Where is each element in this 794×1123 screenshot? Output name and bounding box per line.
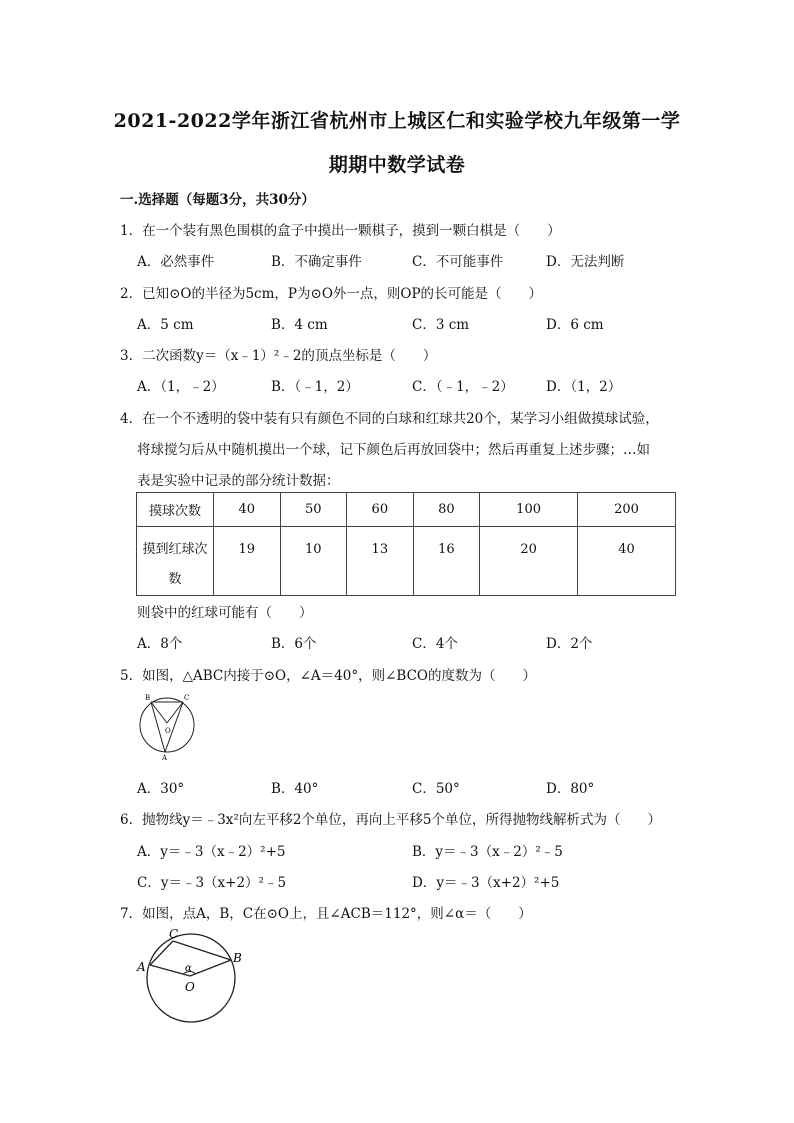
q2-option-b: B．4 cm — [271, 317, 328, 333]
label-b: B — [233, 951, 242, 965]
circle-o — [140, 698, 194, 752]
label-b: B — [145, 694, 151, 702]
q1-stem: 1．在一个装有黑色围棋的盒子中摸出一颗棋子，摸到一颗白棋是（ ） — [120, 223, 561, 239]
q1-option-a: A．必然事件 — [137, 254, 215, 270]
q5-option-d: D．80° — [546, 781, 595, 797]
q4-option-c: C．4个 — [412, 636, 458, 652]
q3-option-c: C．（﹣1，﹣2） — [412, 379, 514, 395]
q6-option-c: C．y＝﹣3（x+2）²﹣5 — [137, 875, 287, 891]
label-a: A — [137, 960, 146, 974]
label-c: C — [184, 694, 190, 702]
table-cell: 10 — [280, 527, 347, 596]
table-row — [137, 493, 676, 527]
label-o: O — [165, 727, 171, 735]
table-cell: 16 — [413, 527, 480, 596]
table-row-header: 摸球次数 — [137, 493, 214, 527]
table-cell: 13 — [347, 527, 414, 596]
q6-option-d: D．y＝﹣3（x+2）²+5 — [412, 875, 560, 891]
label-c: C — [169, 927, 179, 941]
table-cell: 60 — [347, 493, 414, 527]
q4-stats-table — [136, 492, 676, 596]
q4-stem-line1: 4．在一个不透明的袋中装有只有颜色不同的白球和红球共20个，某学习小组做摸球试验， — [120, 411, 659, 427]
table-cell: 40 — [214, 493, 281, 527]
segment-co — [167, 702, 183, 723]
segment-ao — [150, 965, 190, 976]
q6-stem: 6．抛物线y＝﹣3x²向左平移2个单位，再向上平移5个单位，所得抛物线解析式为（ ） — [120, 812, 662, 828]
q4-option-b: B．6个 — [271, 636, 317, 652]
q3-option-d: D．（1，2） — [546, 379, 622, 395]
q4-stem-line3: 表是实验中记录的部分统计数据： — [137, 473, 340, 489]
q4-stem-line2: 将球搅匀后从中随机摸出一个球，记下颜色后再放回袋中；然后再重复上述步骤；…如 — [137, 442, 650, 458]
q6-option-a: A．y＝﹣3（x﹣2）²+5 — [137, 844, 286, 860]
table-cell: 20 — [480, 527, 578, 596]
segment-bo — [151, 702, 167, 723]
table-row — [137, 527, 676, 596]
q5-stem: 5．如图，△ABC内接于⊙O，∠A＝40°，则∠BCO的度数为（ ） — [120, 668, 536, 684]
q5-figure — [134, 690, 204, 762]
q1-option-c: C．不可能事件 — [412, 254, 504, 270]
q3-option-b: B．（﹣1，2） — [271, 379, 359, 395]
table-cell: 200 — [578, 493, 676, 527]
table-cell: 50 — [280, 493, 347, 527]
q5-option-c: C．50° — [412, 781, 460, 797]
q2-option-d: D．6 cm — [546, 317, 604, 333]
q7-figure — [134, 924, 250, 1028]
q4-option-a: A．8个 — [137, 636, 183, 652]
segment-cb — [173, 941, 231, 960]
q2-stem: 2．已知⊙O的半径为5cm，P为⊙O外一点，则OP的长可能是（ ） — [120, 286, 543, 302]
q4-followup: 则袋中的红球可能有（ ） — [137, 605, 313, 621]
q1-option-d: D．无法判断 — [546, 254, 625, 270]
table-cell: 100 — [480, 493, 578, 527]
q5-option-a: A．30° — [137, 781, 185, 797]
table-row-header-part1: 摸到红球次 — [142, 542, 208, 557]
table-row-header — [137, 527, 214, 596]
q2-option-a: A．5 cm — [137, 317, 194, 333]
exam-title-line1: 2021-2022学年浙江省杭州市上城区仁和实验学校九年级第一学 — [113, 110, 681, 132]
q4-option-d: D．2个 — [546, 636, 593, 652]
exam-title-line2: 期期中数学试卷 — [328, 154, 466, 176]
label-a: A — [162, 754, 168, 762]
q6-option-b: B．y＝﹣3（x﹣2）²﹣5 — [412, 844, 563, 860]
table-cell: 40 — [578, 527, 676, 596]
q3-stem: 3．二次函数y＝（x﹣1）²﹣2的顶点坐标是（ ） — [120, 348, 437, 364]
q1-option-b: B．不确定事件 — [271, 254, 362, 270]
q3-option-a: A．（1，﹣2） — [137, 379, 225, 395]
segment-ba — [151, 702, 165, 752]
q2-option-c: C．3 cm — [412, 317, 470, 333]
section-heading: 一.选择题（每题3分，共30分） — [120, 192, 315, 208]
label-o: O — [185, 980, 195, 994]
table-cell: 19 — [214, 527, 281, 596]
table-cell: 80 — [413, 493, 480, 527]
table-row-header-part2: 数 — [168, 572, 182, 587]
q5-option-b: B．40° — [271, 781, 319, 797]
label-alpha: α — [185, 963, 192, 974]
q7-stem: 7．如图，点A，B，C在⊙O上，且∠ACB＝112°，则∠α＝（ ） — [120, 906, 532, 922]
